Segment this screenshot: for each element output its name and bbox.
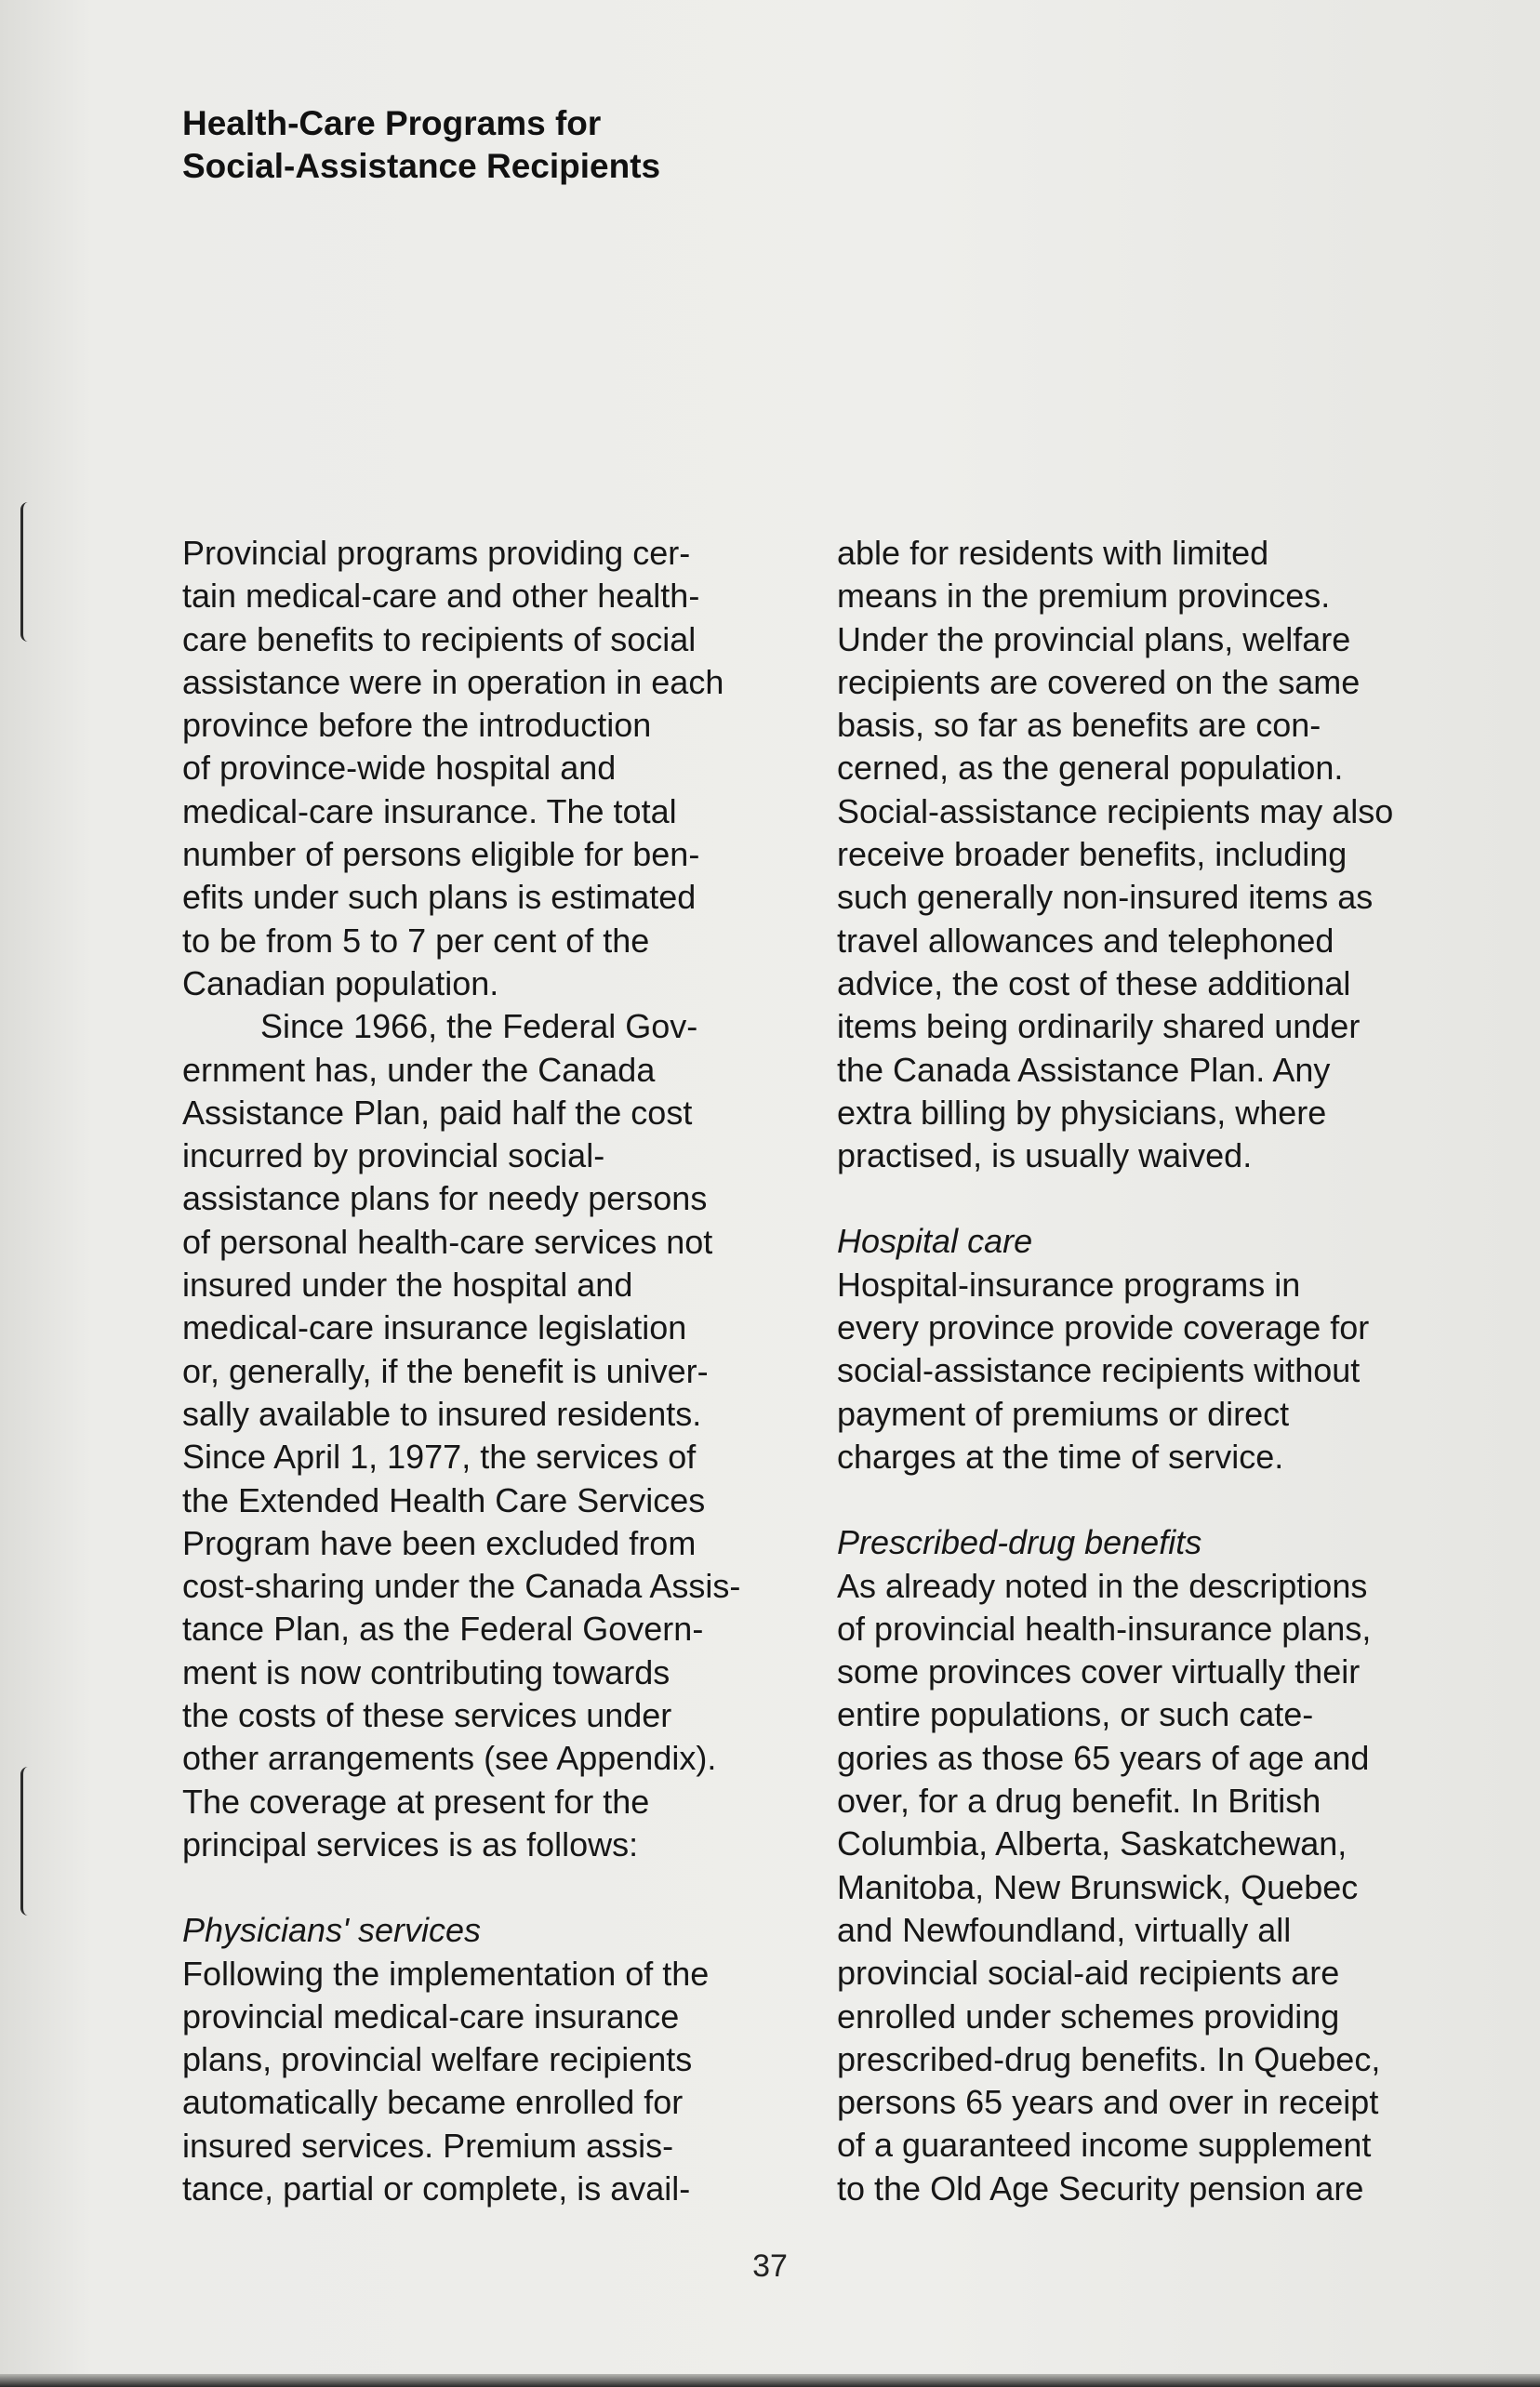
paragraph-gap	[837, 1479, 1488, 1521]
section-heading-line: Social-Assistance Recipients	[182, 147, 661, 185]
text-line: Canadian population.	[182, 963, 499, 1002]
text-line: provincial medical-care insurance	[182, 1996, 680, 2036]
text-line: basis, so far as benefits are con-	[837, 706, 1321, 745]
text-line: incurred by provincial social-	[182, 1136, 605, 1175]
text-line: efits under such plans is estimated	[182, 878, 697, 917]
text-line: able for residents with limited	[837, 534, 1269, 572]
text-line: As already noted in the descriptions	[837, 1566, 1368, 1605]
section-heading-line: Health-Care Programs for	[182, 104, 602, 142]
binding-mark	[20, 502, 36, 642]
text-line: advice, the cost of these additional	[837, 963, 1351, 1002]
text-line: items being ordinarily shared under	[837, 1007, 1361, 1046]
text-line: insured under the hospital and	[182, 1266, 633, 1305]
page-bottom-edge	[0, 2374, 1540, 2387]
subsection-heading: Prescribed-drug benefits	[837, 1523, 1202, 1562]
text-line: payment of premiums or direct	[837, 1394, 1290, 1433]
text-line: medical-care insurance legislation	[182, 1308, 687, 1347]
text-line: insured services. Premium assis-	[182, 2126, 674, 2165]
text-line: persons 65 years and over in receipt	[837, 2083, 1379, 2122]
text-line: tain medical-care and other health-	[182, 577, 700, 616]
section-heading	[182, 102, 660, 188]
text-line: provincial social-aid recipients are	[837, 1954, 1340, 1993]
text-line: charges at the time of service.	[837, 1437, 1284, 1476]
text-line: Since 1966, the Federal Gov-	[260, 1007, 698, 1046]
text-line: Since April 1, 1977, the services of	[182, 1438, 697, 1477]
text-line: practised, is usually waived.	[837, 1136, 1253, 1175]
text-line: social-assistance recipients without	[837, 1351, 1361, 1390]
text-line: ernment has, under the Canada	[182, 1050, 656, 1089]
text-line: and Newfoundland, virtually all	[837, 1910, 1292, 1949]
text-line: province before the introduction	[182, 706, 652, 745]
text-line: cost-sharing under the Canada Assis-	[182, 1567, 741, 1606]
text-line: means in the premium provinces.	[837, 577, 1331, 616]
binding-mark	[20, 1767, 36, 1916]
text-line: assistance were in operation in each	[182, 662, 724, 701]
text-line: enrolled under schemes providing	[837, 1996, 1340, 2036]
text-line: the Extended Health Care Services	[182, 1480, 706, 1519]
right-text-column	[837, 532, 1488, 2210]
text-line: other arrangements (see Appendix).	[182, 1739, 717, 1778]
text-line: Columbia, Alberta, Saskatchewan,	[837, 1824, 1348, 1863]
text-line: prescribed-drug benefits. In Quebec,	[837, 2039, 1381, 2078]
paragraph-gap	[837, 1177, 1488, 1220]
text-line: of personal health-care services not	[182, 1222, 713, 1261]
text-line: Following the implementation of the	[182, 1954, 710, 1993]
text-line: recipients are covered on the same	[837, 662, 1361, 701]
text-line: The coverage at present for the	[182, 1782, 650, 1821]
text-line: to the Old Age Security pension are	[837, 2168, 1364, 2208]
text-line: travel allowances and telephoned	[837, 921, 1334, 960]
text-line: tance Plan, as the Federal Govern-	[182, 1610, 704, 1649]
text-line: cerned, as the general population.	[837, 749, 1344, 788]
left-text-column	[182, 532, 833, 2210]
text-line: receive broader benefits, including	[837, 835, 1348, 874]
text-line: extra billing by physicians, where	[837, 1093, 1327, 1132]
text-line: over, for a drug benefit. In British	[837, 1782, 1321, 1821]
text-line: Manitoba, New Brunswick, Quebec	[837, 1867, 1359, 1906]
text-line: ment is now contributing towards	[182, 1652, 670, 1691]
text-line: sally available to insured residents.	[182, 1394, 702, 1433]
text-line: gories as those 65 years of age and	[837, 1738, 1370, 1777]
text-line: Program have been excluded from	[182, 1523, 697, 1562]
text-line: automatically became enrolled for	[182, 2083, 684, 2122]
paragraph-gap	[182, 1866, 833, 1909]
subsection-heading: Physicians' services	[182, 1911, 481, 1950]
text-line: tance, partial or complete, is avail-	[182, 2168, 691, 2208]
text-line: or, generally, if the benefit is univer-	[182, 1351, 709, 1390]
text-line: number of persons eligible for ben-	[182, 835, 700, 874]
text-line: care benefits to recipients of social	[182, 619, 697, 658]
text-line: of a guaranteed income supplement	[837, 2126, 1372, 2165]
text-line: Assistance Plan, paid half the cost	[182, 1093, 693, 1132]
text-line: Hospital-insurance programs in	[837, 1265, 1301, 1304]
text-line: of province-wide hospital and	[182, 749, 617, 788]
text-line: plans, provincial welfare recipients	[182, 2040, 693, 2079]
text-line: every province provide coverage for	[837, 1308, 1370, 1347]
subsection-heading: Hospital care	[837, 1222, 1033, 1261]
text-line: some provinces cover virtually their	[837, 1652, 1361, 1691]
text-line: the costs of these services under	[182, 1696, 672, 1735]
text-line: to be from 5 to 7 per cent of the	[182, 921, 650, 960]
text-line: principal services is as follows:	[182, 1824, 639, 1863]
text-line: Under the provincial plans, welfare	[837, 619, 1351, 658]
text-line: entire populations, or such cate-	[837, 1695, 1314, 1734]
text-line: Social-assistance recipients may also	[837, 791, 1394, 830]
text-line: assistance plans for needy persons	[182, 1179, 708, 1218]
text-line: medical-care insurance. The total	[182, 791, 677, 830]
text-line: Provincial programs providing cer-	[182, 534, 691, 572]
page-number: 37	[752, 2248, 788, 2284]
text-line: of provincial health-insurance plans,	[837, 1609, 1372, 1648]
text-line: such generally non-insured items as	[837, 878, 1374, 917]
text-line: the Canada Assistance Plan. Any	[837, 1050, 1331, 1089]
